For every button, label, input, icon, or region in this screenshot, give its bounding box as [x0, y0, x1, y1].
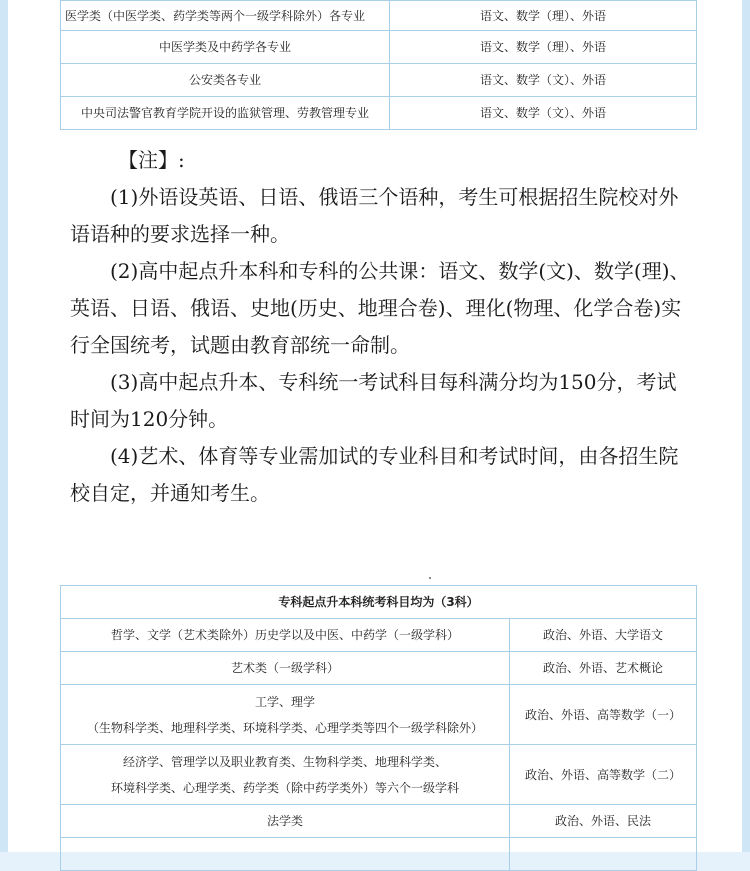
table-row	[61, 64, 697, 97]
subjects-cell: 政治、外语、民法	[510, 805, 697, 838]
table-row	[61, 31, 697, 64]
subjects-cell: 语文、数学（文）、外语	[390, 64, 697, 97]
note-item: (4)艺术、体育等专业需加试的专业科目和考试时间，由各招生院校自定，并通知考生。	[70, 444, 679, 505]
major-cell	[61, 685, 510, 745]
table-row	[61, 97, 697, 130]
note-item: (2)高中起点升本科和专科的公共课：语文、数学(文)、数学(理)、英语、日语、俄语、史地(历史、地理合卷)、理化(物理、化学合卷)实行全国统考，试题由教育部统一命制。	[70, 259, 690, 357]
subjects-cell: 语文、数学（理）、外语	[390, 31, 697, 64]
table-row	[61, 1, 697, 31]
table-row	[61, 838, 697, 871]
major-line: 环境科学类、心理学类、药学类（除中药学类外）等六个一级学科	[110, 780, 459, 795]
subjects-cell: 政治、外语、大学语文	[510, 619, 697, 652]
table-row	[61, 805, 697, 838]
major-line: （生物科学类、地理科学类、环境科学类、心理学类等四个一级学科除外）	[86, 720, 483, 735]
major-cell: 法学类	[61, 805, 510, 838]
exam-subjects-table-2	[60, 585, 697, 871]
major-cell: 公安类各专业	[61, 64, 390, 97]
subjects-cell: 语文、数学（文）、外语	[390, 97, 697, 130]
exam-subjects-table-1	[60, 0, 697, 130]
subjects-cell: 政治、外语、艺术概论	[510, 652, 697, 685]
subjects-cell: 政治、外语、高等数学（二）	[510, 745, 697, 805]
table-row	[61, 652, 697, 685]
subjects-cell: 语文、数学（理）、外语	[390, 1, 697, 31]
table-title: 专科起点升本科统考科目均为（3科）	[61, 586, 697, 619]
table-row	[61, 619, 697, 652]
major-cell: 艺术类（一级学科）	[61, 652, 510, 685]
notes-section	[70, 142, 690, 512]
major-cell: 哲学、文学（艺术类除外）历史学以及中医、中药学（一级学科）	[61, 619, 510, 652]
table-row	[61, 685, 697, 745]
major-line: 工学、理学	[254, 694, 315, 709]
major-cell	[61, 745, 510, 805]
major-cell: 中医学类及中药学各专业	[61, 31, 390, 64]
subjects-cell: 政治、外语、高等数学（一）	[510, 685, 697, 745]
left-border	[0, 0, 8, 852]
stray-dot	[429, 577, 431, 579]
major-cell	[61, 838, 510, 871]
table-row	[61, 745, 697, 805]
right-border	[742, 0, 750, 852]
table-title-row	[61, 586, 697, 619]
subjects-cell	[510, 838, 697, 871]
notes-heading: 【注】:	[118, 148, 185, 172]
note-item: (3)高中起点升本、专科统一考试科目每科满分均为150分，考试时间为120分钟。	[70, 370, 677, 431]
major-line: 经济学、管理学以及职业教育类、生物科学类、地理科学类、	[122, 754, 447, 769]
major-cell: 中央司法警官教育学院开设的监狱管理、劳教管理专业	[61, 97, 390, 130]
major-cell: 医学类（中医学类、药学类等两个一级学科除外）各专业	[61, 1, 390, 31]
note-item: (1)外语设英语、日语、俄语三个语种，考生可根据招生院校对外语语种的要求选择一种。	[70, 185, 679, 246]
